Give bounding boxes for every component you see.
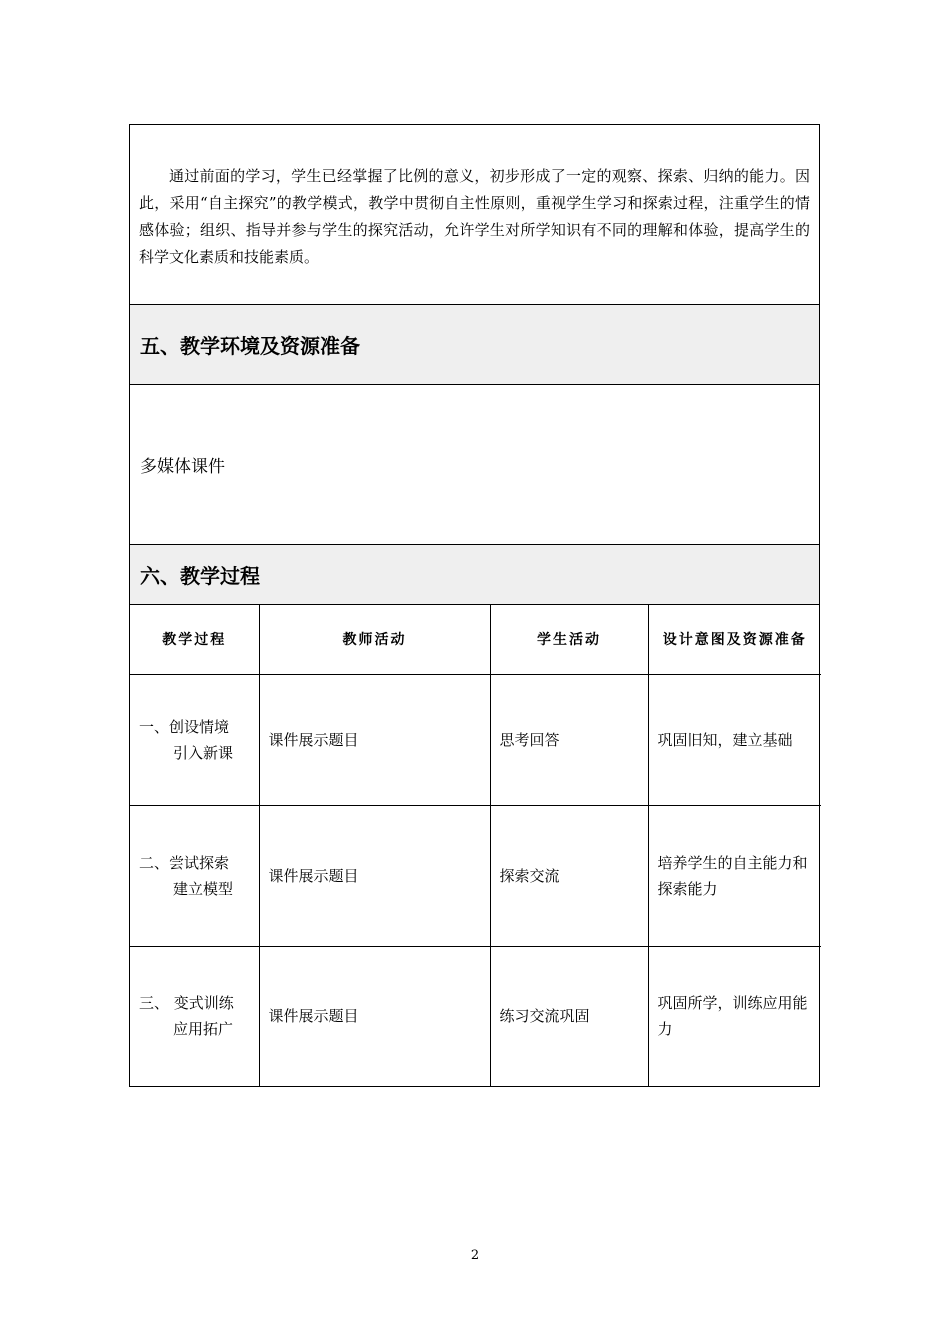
stage-line: 二、尝试探索 <box>139 853 230 872</box>
column-header: 教师活动 <box>259 605 490 674</box>
teacher-cell: 课件展示题目 <box>259 674 490 805</box>
section-5-title: 五、教学环境及资源准备 <box>140 334 360 358</box>
stage-line: 一、创设情境 <box>139 717 230 736</box>
document-frame <box>129 124 820 1087</box>
intent-cell: 巩固所学，训练应用能力 <box>648 946 821 1086</box>
table-row <box>130 674 821 805</box>
section-5-heading <box>130 305 819 385</box>
process-table-block <box>130 605 819 1086</box>
intent-cell: 培养学生的自主能力和探索能力 <box>648 805 821 946</box>
analysis-block <box>130 125 819 305</box>
stage-line: 三、 变式训练 <box>139 994 234 1013</box>
teacher-cell: 课件展示题目 <box>259 946 490 1086</box>
table-row <box>130 946 821 1086</box>
section-6-heading <box>130 545 819 605</box>
column-header: 学生活动 <box>490 605 648 674</box>
stage-cell <box>130 946 259 1086</box>
intent-cell: 巩固旧知，建立基础 <box>648 674 821 805</box>
stage-line: 建立模型 <box>173 879 234 898</box>
table-row <box>130 805 821 946</box>
process-table <box>130 605 821 1086</box>
analysis-paragraph: 通过前面的学习，学生已经掌握了比例的意义，初步形成了一定的观察、探索、归纳的能力。因此，采用“自主探究”的教学模式，教学中贯彻自主性原则，重视学生学习和探索过程，注重学生的情感体验；组织、指导并参与学生的探究活动，允许学生对所学知识有不同的理解和体验，提高学生的科学文化素质和技能素质。 <box>139 167 810 266</box>
stage-cell <box>130 674 259 805</box>
page-number: 2 <box>470 1248 480 1263</box>
section-5-content <box>130 385 819 545</box>
stage-line: 应用拓广 <box>173 1020 234 1039</box>
stage-cell <box>130 805 259 946</box>
student-cell: 练习交流巩固 <box>490 946 648 1086</box>
table-header-row <box>130 605 821 674</box>
section-6-title: 六、教学过程 <box>140 564 260 588</box>
student-cell: 思考回答 <box>490 674 648 805</box>
student-cell: 探索交流 <box>490 805 648 946</box>
teacher-cell: 课件展示题目 <box>259 805 490 946</box>
column-header: 设计意图及资源准备 <box>648 605 821 674</box>
resource-text: 多媒体课件 <box>140 457 225 477</box>
stage-line: 引入新课 <box>173 743 234 762</box>
column-header: 教学过程 <box>130 605 259 674</box>
